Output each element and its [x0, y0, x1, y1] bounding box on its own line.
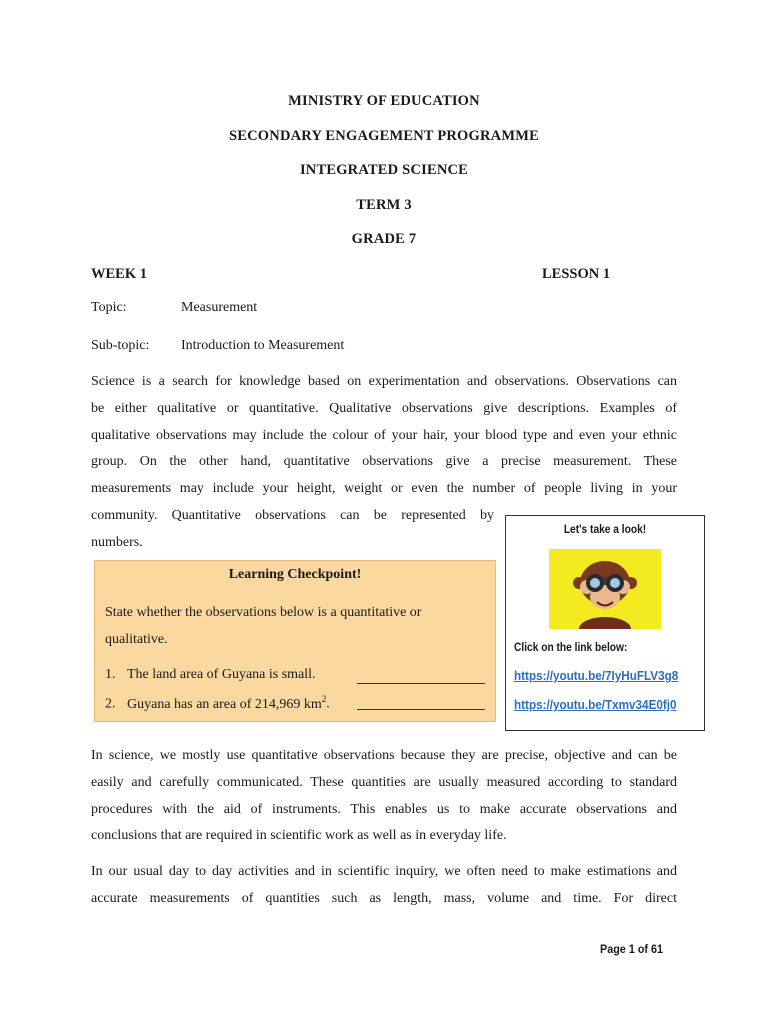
lesson-label: LESSON 1 — [542, 266, 611, 282]
superscript: 2 — [321, 694, 327, 704]
video-link-2[interactable]: https://youtu.be/Txmv34E0fj0 — [514, 697, 677, 712]
paragraph-line: In our usual day to day activities and in scientific inquiry, we often need to make estimations and — [91, 864, 677, 879]
item-text: The land area of Guyana is small. — [127, 667, 316, 682]
checkpoint-title: Learning Checkpoint! — [228, 567, 362, 582]
paragraph-line: easily and carefully communicated. These quantities are usually measured according to standard — [91, 774, 677, 790]
item-number: 2. — [105, 696, 116, 712]
learning-checkpoint-box — [94, 560, 496, 722]
grade-heading: GRADE 7 — [351, 231, 417, 247]
item-end: . — [326, 696, 330, 712]
intro-line: group. On the other hand, quantitative observations give a precise measurement. These — [91, 454, 677, 470]
paragraph-line: In science, we mostly use quantitative observations because they are precise, objective and can be — [91, 748, 677, 763]
paragraph-line: procedures with the aid of instruments. This enables us to make accurate observations and — [91, 801, 677, 817]
paragraph-line: accurate measurements of quantities such as length, mass, volume and time. For direct — [91, 890, 677, 906]
answer-line-2 — [357, 709, 485, 710]
item-number: 1. — [105, 667, 116, 682]
term-heading: TERM 3 — [356, 197, 412, 213]
page-number: Page 1 of 61 — [600, 942, 664, 956]
lookbox-title: Let's take a look! — [563, 522, 647, 536]
checkpoint-instruction: State whether the observations below is a quantitative or qualitative. — [105, 605, 422, 647]
item-text: Guyana has an area of 214,969 km — [127, 696, 322, 712]
video-link-1[interactable]: https://youtu.be/7IyHuFLV3g8 — [514, 668, 679, 683]
monkey-binoculars-icon — [549, 549, 661, 629]
answer-line-1 — [357, 683, 485, 684]
paragraph-line: conclusions that are required in scientific work as well as in everyday life. — [91, 828, 507, 844]
ministry-heading: MINISTRY OF EDUCATION — [288, 93, 480, 109]
intro-line: measurements may include your height, weight or even the number of people living in your — [91, 481, 677, 497]
intro-line: qualitative observations may include the colour of your hair, your blood type and even your ethnic — [91, 427, 677, 443]
topic-value: Measurement — [181, 300, 258, 315]
subject-heading: INTEGRATED SCIENCE — [299, 162, 469, 178]
science-paragraph — [91, 743, 677, 850]
programme-heading: SECONDARY ENGAGEMENT PROGRAMME — [229, 128, 539, 144]
estimation-paragraph — [91, 859, 677, 913]
lookbox-instruction: Click on the link below: — [514, 640, 628, 654]
intro-line: numbers. — [91, 534, 143, 550]
subtopic-label: Sub-topic: — [91, 338, 150, 353]
intro-line: Science is a search for knowledge based on experimentation and observations. Observations can — [91, 374, 677, 389]
checkpoint-item-2 — [105, 694, 330, 713]
intro-line: be either qualitative or quantitative. Qualitative observations give descriptions. Examples of — [91, 400, 677, 416]
subtopic-value: Introduction to Measurement — [181, 338, 345, 353]
monkey-binoculars-image — [549, 549, 661, 629]
checkpoint-item-1 — [105, 667, 316, 683]
week-label: WEEK 1 — [91, 266, 147, 282]
intro-line: community. Quantitative observations can be represented by — [91, 507, 494, 523]
topic-label: Topic: — [91, 300, 127, 315]
video-links-box — [505, 515, 705, 731]
